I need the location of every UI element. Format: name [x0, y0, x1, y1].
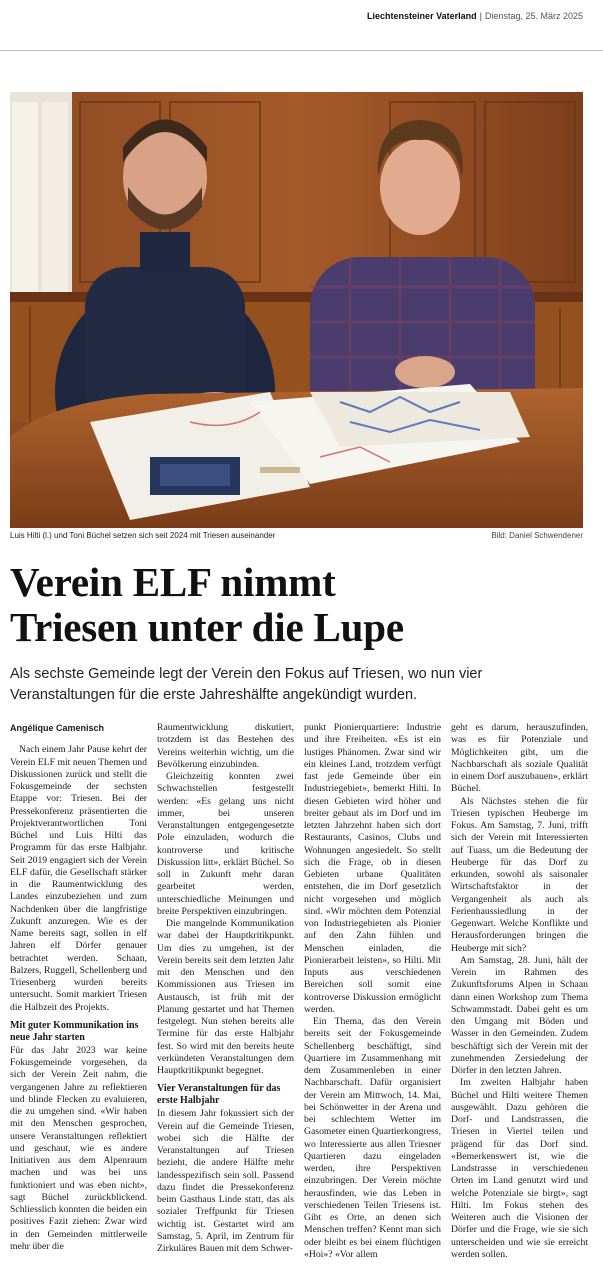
masthead: [10, 0, 593, 30]
paragraph: Für das Jahr 2023 war keine Fokusgemeinde vorgesehen, da sich der Verein Zeit nahm, die vergangenen Jahre zu reflektieren und blinde Flecken zu evaluieren, die zu umgehen sind. «Wir haben mit den Menschen gesprochen, unsere Veranstaltungen reflektiert und geschaut, wie es andere Initiativen aus dem Alpenraum machen und was bei uns funktioniert und was eben nicht», sagt Büchel zurückblickend. Schliesslich konnten die beiden ein positives Fazit ziehen: Zwar wird in den Gemeinden mittlerweile mehr über die: [10, 1044, 147, 1252]
subheading: Vier Veranstaltungen für das erste Halbjahr: [157, 1083, 281, 1107]
paragraph: Am Samstag, 28. Juni, hält der Verein im Rahmen des Zukunftsforums Alpen in Schaan dann einen Workshop zum Thema Schwammstadt. Dabei geht es um den Umgang mit Böden und Wasser in den Gemeinden. Zudem beschäftigt sich der Verein mit der zunehmenden Zersiedelung der Dörfer in den letzten Jahren.: [451, 954, 588, 1076]
masthead-divider: [0, 50, 603, 51]
publication-name: Liechtensteiner Vaterland: [367, 11, 477, 21]
paragraph: Nach einem Jahr Pause kehrt der Verein ELF mit neuen Themen und Diskussionen zurück und stellt die Fokusgemeinde der sechsten Etappe vor: Triesen. Bei der Pressekonferenz präsentierten die Projektverantwortlichen Toni Büchel und Luis Hilti das Programm für das erste Halbjahr. Seit 2019 engagiert sich der Verein ELF dafür, die Gesellschaft stärker in die Raumentwicklung des Landes einzubeziehen und zum Nachdenken über die langfristige Zukunft anzuregen. Wie es der Name bereits sagt, sollen in elf Jahren elf Dörfer genauer betrachtet werden. Schaan, Balzers, Ruggell, Schellenberg und Triesenberg wurden bereits untersucht. Somit markiert Triesen die Halbzeit des Projekts.: [10, 744, 147, 1013]
paragraph: geht es darum, herauszufinden, was es für Potenziale und Möglichkeiten gibt, um die Nachbarschaft als soziale Qualität in einem Dorf auszubauen», erklärt Büchel.: [451, 722, 588, 795]
paragraph: Im zweiten Halbjahr haben Büchel und Hilti weitere Themen ausgewählt. Dazu gehören die Dorf- und Landstrassen, die Triesen in Viertel teilen und prägend für das Dorf sind. «Bemerkenswert ist, wie die Landstrasse in verschiedenen Orten im Land genutzt wird und welche Potenziale sie birgt», sagt Hilti. Im Fokus stehen des Weiteren auch die Visionen der Dörfer und die Frage, wie sie sich unterscheiden und wie sie erreicht werden sollen.: [451, 1077, 588, 1260]
article-column-1: [10, 722, 147, 1253]
article-column-2: [157, 722, 294, 1255]
article-column-3: [304, 722, 441, 1261]
photo-caption: Luis Hilti (l.) und Toni Büchel setzen sich seit 2024 mit Triesen auseinander: [10, 531, 276, 540]
paragraph: Raumentwicklung diskutiert, trotzdem ist das Bestehen des Vereins weiterhin wichtig, um die Bevölkerung einzubinden.: [157, 722, 294, 770]
photo-credit: Bild: Daniel Schwendener: [491, 531, 583, 540]
article-photo: [10, 92, 583, 528]
paragraph: Gleichzeitig konnten zwei Schwachstellen festgestellt werden: «Es gelang uns nicht immer, bei unseren Veranstaltungen entgegengesetzte Pole einzuladen, wodurch die kontroverse und kritische Diskussion litt», erklärt Büchel. So soll in Zukunft mehr daran gearbeitet werden, unterschiedliche Meinungen und breite Perspektiven einzubringen.: [157, 771, 294, 917]
publication-date: Dienstag, 25. März 2025: [484, 11, 583, 21]
photo-caption-row: [10, 531, 583, 543]
headline-line-1: Verein ELF nimmt: [10, 559, 336, 605]
article-lead: Als sechste Gemeinde legt der Verein den Fokus auf Triesen, wo nun vier Veranstaltungen für die erste Jahreshälfte angekündigt wurden.: [10, 666, 483, 703]
article-headline: [10, 560, 590, 650]
article-column-4: [451, 722, 588, 1261]
masthead-separator: |: [479, 11, 482, 21]
paragraph: Die mangelnde Kommunikation war dabei der Hauptkritikpunkt. Um dies zu umgehen, ist der Verein bereits seit dem letzten Jahr mit den Menschen und den Kommissionen aus Triesen im Austausch, ist früh mit der Planung gestartet und hat Themen festgelegt. Nun stehen bereits alle Termine für das erste Halbjahr fest. So wird mit den bereits heute verkündeten Veranstaltungen dem Hauptkritikpunkt begegnet.: [157, 918, 294, 1076]
paragraph: Ein Thema, das den Verein bereits seit der Fokusgemeinde Schellenberg beschäftigt, sind Quartiere im Zusammenhang mit dem Zusammenleben in einer Nachbarschaft. Dafür organisiert der Verein am Mittwoch, 14. Mai, bei Schönwetter in der Arena und bei schlechtem Wetter im Gasometer einen Quartierkongress, wo Interessierte aus allen Triesner Quartieren dazu eingeladen werden, ihre Perspektiven einzubringen. Der Verein möchte herausfinden, wie das Leben in verschiedenen Teilen Triesens ist. Gibt es Orte, an denen sich Menschen treffen? Kennt man sich oder bleibt es bei einem flüchtigen «Hoi»? «Vor allem: [304, 1016, 441, 1260]
paragraph: Als Nächstes stehen die für Triesen typischen Heuberge im Fokus. Am Samstag, 7. Juni, trifft sich der Verein mit Interessierten auf Tuass, um die Bedeutung der Heuberge für das Dorf zu erkunden, sowohl als saisonaler Wirtschaftsfaktor in der Vergangenheit als auch als Ferienhaussiedlung in der Gegenwart. Welche Konflikte und Herausforderungen bringen die Heuberge mit sich?: [451, 795, 588, 954]
paragraph: In diesem Jahr fokussiert sich der Verein auf die Gemeinde Triesen, wobei sich die Hälfte der Veranstaltungen auf Triesen bezieht, die andere Hälfte mehr landesspezifisch sein soll. Passend dazu findet die Pressekonferenz beim Gasthaus Linde statt, das als sozialer Treffpunkt für Triesen wichtig ist. Gestartet wird am Samstag, 5. April, im Zentrum für Zirkuläres Bauen mit dem Schwer-: [157, 1108, 294, 1254]
subheading: Mit guter Kommunikation ins neue Jahr starten: [10, 1019, 139, 1043]
headline-line-2: Triesen unter die Lupe: [10, 604, 404, 650]
photo-illustration: [10, 92, 583, 528]
paragraph: punkt Pionierquartiere: Industrie und ihre Freiheiten. «Es ist ein lustiges Phänomen. Zwar sind wir ein kleines Land, trotzdem verfügt fast jede Gemeinde über ein Industriegebiet», bemerkt Hilti. In diesen Gebieten wird höher und breiter gebaut als im Dorf und im letzten Jahrzehnt haben sich dort Restaurants, Casinos, Clubs und Wohnungen angesiedelt. So stellt sich die Frage, ob in diesen Gebieten urbane Qualitäten entstehen, die im Dorf gesetzlich nicht vorgesehen und möglich sind. «Wir möchten dem Potenzial von Industriegebieten als Pionier auf den Zahn fühlen und Menschen einladen, die Pionierarbeit leisten», so Hilti. Mit Inputs aus verschiedenen Bereichen soll somit eine kontroverse Diskussion ermöglicht werden.: [304, 722, 441, 1015]
article-author: Angélique Camenisch: [10, 723, 105, 733]
